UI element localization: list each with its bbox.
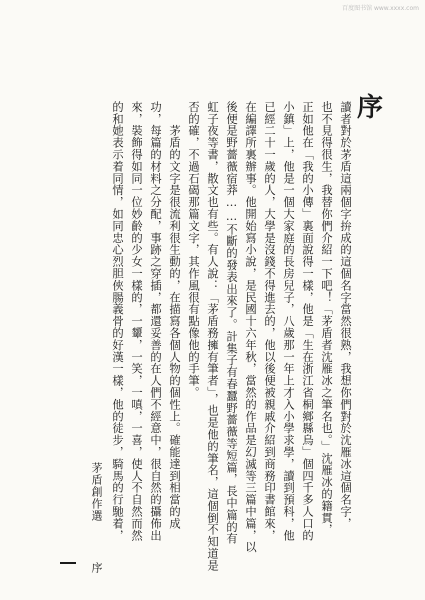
watermark: 百度图书馆 www.xxxx.com xyxy=(342,5,419,12)
text-column: 也不見得很生，我替你們介紹一下吧！「茅盾者沈雁冰之筆名也。」沈雁冰的籍貫， xyxy=(320,101,333,536)
text-column: 的和她表示着同情，如同忠心烈胆俠腸義骨的好漢一樣，他的徒步，騎馬的行馳着， xyxy=(111,101,124,542)
book-title: 茅盾創作選 xyxy=(90,462,103,522)
text-column: 已經二十一歲的人，大學是沒錢不得進去的，他以後便被親戚介紹到商務印書館來， xyxy=(263,101,276,542)
text-column: 功，每篇的材料之分配，事跡之穿插，都還妥善的在人們不經意中，很自然的攝佈出 xyxy=(149,101,162,542)
text-column: 茅盾的文字是很流利很生動的，在描寫各個人物的個性上。確能達到相當的成 xyxy=(168,101,181,530)
text-column: 來，裝飾得如同一位妙齡的少女一樣的，一顰，一笑，一嗔，一喜，使人不自然而然 xyxy=(130,101,143,542)
text-column: 讀者對於茅盾這兩個字拚成的這個名字當然很熟，我想你們對於沈雁冰這個名字， xyxy=(339,101,352,530)
text-column: 後便是野薔薇宿莽……不斷的發表出來了。計集子有春蠶野薔薇等短篇，長中篇的有 xyxy=(225,101,238,545)
text-column: 正如他在「我的小傳」裏面說得一樣，他是「生在浙江省桐鄉縣烏」個四千多人口的 xyxy=(301,101,314,542)
text-column: 虹子夜等書，散文也有些。有人說：「茅盾務擁有筆者」，也是他的筆名，這個倒不知道是 xyxy=(206,101,219,571)
page-footer xyxy=(88,462,104,574)
text-column: 否的確，不過石碣那篇文字，其作風很有點像他的手筆。 xyxy=(187,101,200,399)
page-number xyxy=(60,562,76,564)
section-label: 序 xyxy=(90,562,103,574)
text-column: 在編譯所裏辦事。他開始寫小說，是民國十六年秋，當然的作品是幻滅等三篇中篇，以 xyxy=(244,101,257,554)
page-title: 序 xyxy=(357,93,384,123)
text-column: 小鎮」上，他是一個大家庭的長房兒子，八歲那一年上才入小學求學，讀到預科，他 xyxy=(282,101,295,542)
